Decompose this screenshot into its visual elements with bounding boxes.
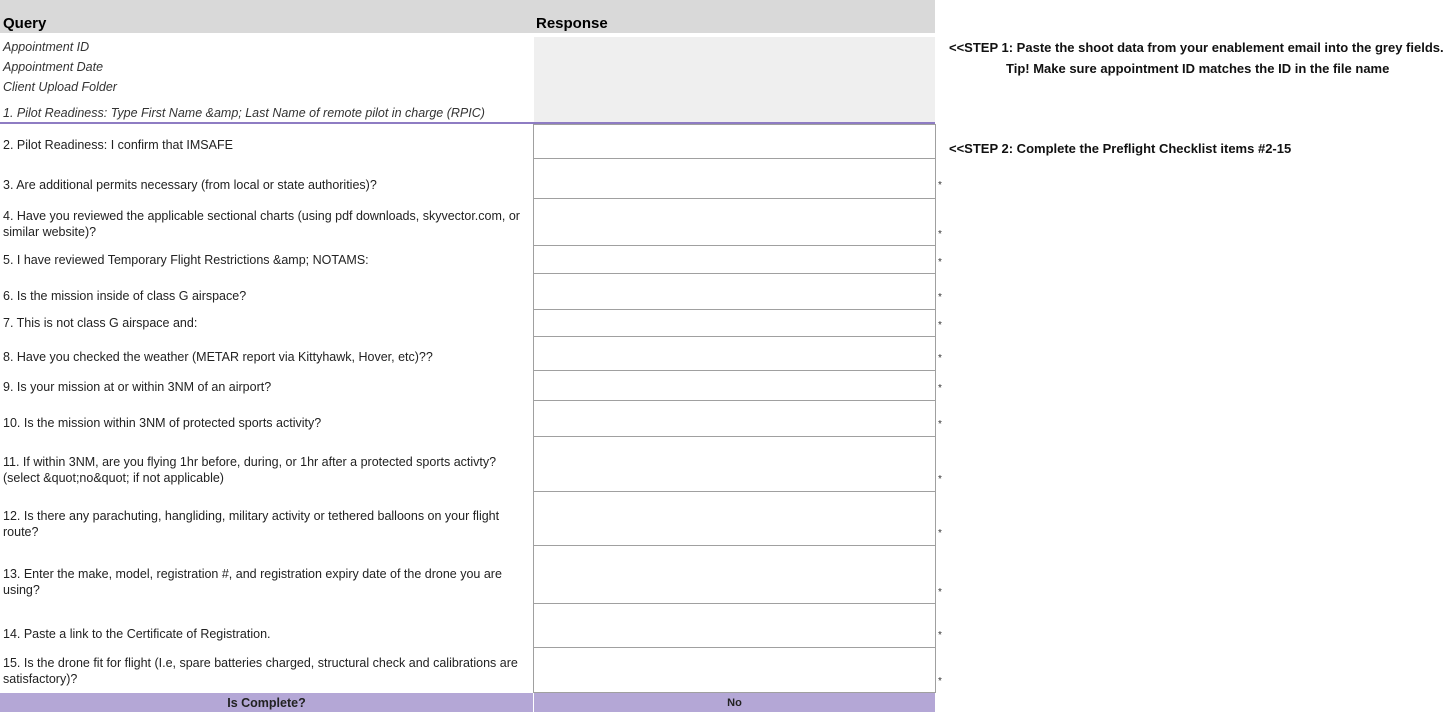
rpic-name-label: 1. Pilot Readiness: Type First Name &amp; Last Name of remote pilot in charge (RPIC)	[3, 106, 485, 120]
rpic-name-field[interactable]	[534, 97, 935, 123]
response-6[interactable]	[533, 273, 936, 310]
required-mark: *	[938, 320, 942, 331]
required-mark: *	[938, 528, 942, 539]
question-2: 2. Pilot Readiness: I confirm that IMSAFE	[3, 138, 233, 152]
required-mark: *	[938, 474, 942, 485]
required-mark: *	[938, 353, 942, 364]
question-10: 10. Is the mission within 3NM of protected sports activity?	[3, 416, 322, 430]
response-2[interactable]	[533, 124, 936, 159]
response-5[interactable]	[533, 245, 936, 274]
client-upload-folder-field[interactable]	[534, 77, 935, 97]
step-1-tip: Tip! Make sure appointment ID matches the ID in the file name	[1006, 61, 1390, 76]
required-mark: *	[938, 419, 942, 430]
required-mark: *	[938, 676, 942, 687]
question-13: 13. Enter the make, model, registration #, and registration expiry date of the drone you are using?	[3, 567, 502, 597]
appointment-date-field[interactable]	[534, 57, 935, 77]
question-14: 14. Paste a link to the Certificate of Registration.	[3, 627, 271, 641]
response-15[interactable]	[533, 647, 936, 693]
response-column-header: Response	[533, 0, 935, 33]
question-12: 12. Is there any parachuting, hangliding, military activity or tethered balloons on your flight route?	[3, 509, 500, 539]
question-11: 11. If within 3NM, are you flying 1hr before, during, or 1hr after a protected sports activty? (select &quot;no&quot; if not applicable)	[3, 455, 497, 485]
response-12[interactable]	[533, 491, 936, 546]
client-upload-folder-label: Client Upload Folder	[3, 80, 117, 94]
is-complete-label: Is Complete?	[0, 693, 533, 712]
question-15: 15. Is the drone fit for flight (I.e, spare batteries charged, structural check and calibrations are satisfactory)?	[3, 656, 518, 686]
required-mark: *	[938, 229, 942, 240]
appointment-id-field[interactable]	[534, 37, 935, 57]
required-mark: *	[938, 383, 942, 394]
question-6: 6. Is the mission inside of class G airspace?	[3, 289, 247, 303]
query-column-header: Query	[0, 0, 533, 33]
required-mark: *	[938, 180, 942, 191]
response-9[interactable]	[533, 370, 936, 401]
response-11[interactable]	[533, 436, 936, 492]
question-7: 7. This is not class G airspace and:	[3, 316, 198, 330]
required-mark: *	[938, 292, 942, 303]
question-9: 9. Is your mission at or within 3NM of an airport?	[3, 380, 272, 394]
response-8[interactable]	[533, 336, 936, 371]
question-4: 4. Have you reviewed the applicable sectional charts (using pdf downloads, skyvector.com, or similar website)?	[3, 209, 520, 239]
response-13[interactable]	[533, 545, 936, 604]
required-mark: *	[938, 257, 942, 268]
step-2-instruction: <<STEP 2: Complete the Preflight Checklist items #2-15	[949, 141, 1292, 156]
response-7[interactable]	[533, 309, 936, 337]
required-mark: *	[938, 587, 942, 598]
required-mark: *	[938, 630, 942, 641]
is-complete-value: No	[534, 693, 935, 712]
step-1-instruction: <<STEP 1: Paste the shoot data from your enablement email into the grey fields.	[949, 40, 1444, 55]
response-4[interactable]	[533, 198, 936, 246]
response-14[interactable]	[533, 603, 936, 648]
appointment-date-label: Appointment Date	[3, 60, 104, 74]
appointment-id-label: Appointment ID	[3, 40, 90, 54]
response-10[interactable]	[533, 400, 936, 437]
question-8: 8. Have you checked the weather (METAR report via Kittyhawk, Hover, etc)??	[3, 350, 433, 364]
question-5: 5. I have reviewed Temporary Flight Restrictions &amp; NOTAMS:	[3, 253, 369, 267]
question-3: 3. Are additional permits necessary (from local or state authorities)?	[3, 178, 377, 192]
response-3[interactable]	[533, 158, 936, 199]
